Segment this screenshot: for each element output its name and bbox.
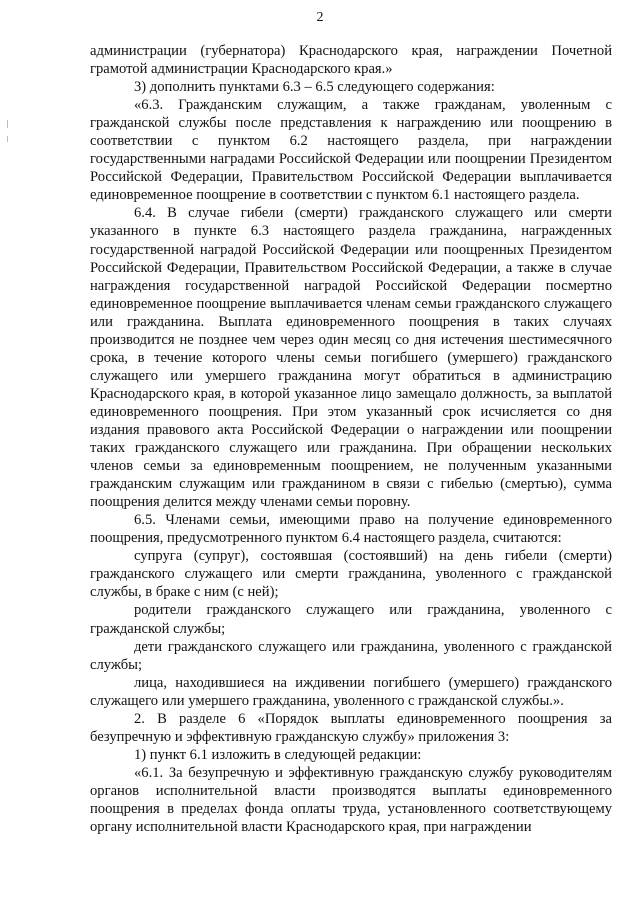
paragraph-item-1: 1) пункт 6.1 изложить в следующей редакции: — [134, 746, 422, 763]
document-body — [90, 42, 612, 836]
paragraph-dependents: лица, находившиеся на иждивении погибшего (умершего) гражданского служащего или умершего гражданина, уволенного с гражданской службы.». — [90, 674, 612, 709]
paragraph-6-4: 6.4. В случае гибели (смерти) гражданского служащего или смерти указанного в пункте 6.3 настоящего раздела гражданина, награжденных государственной наградой Российской Федерации или поощренных Президентом Российской Федерации, Правительством Российской Федерации, а также в случае награждения государственной наградой Российской Федерации посмертно единовременное поощрение выплачивается членам семьи гражданского служащего или гражданина. Выплата единовременного поощрения в таких случаях производится не позднее чем через один месяц со дня истечения шестимесячного срока, в течение которого члены семьи погибшего (умершего) гражданского служащего или умершего гражданина могут обратиться в администрацию Краснодарского края, в которой указанное лицо замещало должность, за выплатой единовременного поощрения. При этом указанный срок исчисляется со дня издания правового акта Российской Федерации о награждении или поощрении таких гражданского служащего или гражданина. При обращении нескольких членов семьи за единовременным поощрением, не полученным указанными гражданским служащим или гражданином в связи с гибелью (смертью), сумма поощрения делится между членами семьи поровну. — [90, 205, 612, 511]
paragraph-6-5: 6.5. Членами семьи, имеющими право на получение единовременного поощрения, предусмотренного пунктом 6.4 настоящего раздела, считаются: — [90, 512, 612, 547]
paragraph-parents: родители гражданского служащего или гражданина, уволенного с гражданской службы; — [90, 602, 612, 637]
paragraph-section-2: 2. В разделе 6 «Порядок выплаты единовременного поощрения за безупречную и эффективную гражданскую службу» приложения 3: — [90, 710, 612, 745]
paragraph-6-1: «6.1. За безупречную и эффективную гражданскую службу руководителям органов исполнительной власти производятся выплаты единовременного поощрения в пределах фонда оплаты труда, установленного соответствующему органу исполнительной власти Краснодарского края, при награждении — [90, 764, 612, 836]
page-number: 2 — [316, 10, 324, 25]
paragraph-continuation: администрации (губернатора) Краснодарского края, награждении Почетной грамотой администрации Краснодарского края.» — [90, 43, 612, 78]
scan-mark-top — [7, 120, 8, 128]
scan-mark-bottom — [7, 136, 8, 142]
paragraph-spouse: супруга (супруг), состоявшая (состоявший) на день гибели (смерти) гражданского служащего или смерти гражданина, уволенного с гражданской службы, в браке с ним (с ней); — [90, 548, 612, 601]
paragraph-item-3: 3) дополнить пунктами 6.3 – 6.5 следующего содержания: — [134, 79, 495, 96]
paragraph-6-3: «6.3. Гражданским служащим, а также гражданам, уволенным с гражданской службы после представления к награждению или поощрению в соответствии с пунктом 6.2 настоящего раздела, при награждении государственными наградами Российской Федерации или поощрении Президентом Российской Федерации, Правительством Российской Федерации выплачивается единовременное поощрение в соответствии с пунктом 6.1 настоящего раздела. — [90, 97, 612, 204]
paragraph-children: дети гражданского служащего или гражданина, уволенного с гражданской службы; — [90, 638, 612, 673]
